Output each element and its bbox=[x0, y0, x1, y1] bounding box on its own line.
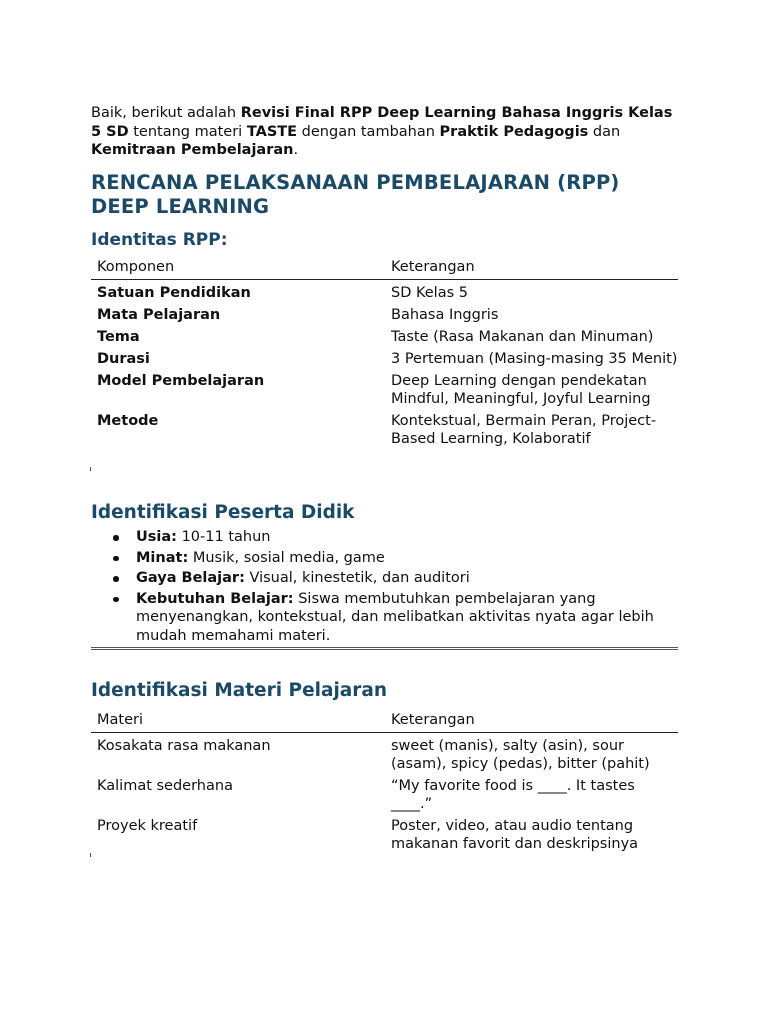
list-item-text: 10-11 tahun bbox=[176, 529, 271, 545]
identitas-heading: Identitas RPP: bbox=[91, 230, 228, 250]
table-cell-komponen: Tema bbox=[97, 329, 140, 345]
list-item-label: Usia: bbox=[136, 529, 177, 545]
intro-text-4: dan bbox=[588, 123, 621, 140]
list-item-label: Kebutuhan Belajar: bbox=[136, 590, 294, 607]
table-cell-komponen: Metode bbox=[97, 413, 159, 429]
list-item-text: Visual, kinestetik, dan auditori bbox=[244, 570, 470, 586]
materi-table-wrap bbox=[91, 711, 681, 853]
table-cell-keterangan: Taste (Rasa Makanan dan Minuman) bbox=[391, 329, 654, 345]
table-row bbox=[91, 346, 678, 368]
intro-bold-1: Revisi Final RPP Deep Learning Bahasa Inggris Kelas 5 SD bbox=[91, 105, 673, 140]
intro-text-3: dengan tambahan bbox=[297, 123, 440, 140]
table-row bbox=[91, 368, 678, 408]
table-header-keterangan: Keterangan bbox=[391, 711, 678, 733]
list-item-text: Siswa membutuhkan pembelajaran yang menyenangkan, kontekstual, dan melibatkan aktivitas nyata agar lebih mudah memahami materi. bbox=[136, 590, 654, 644]
list-item bbox=[91, 549, 681, 568]
intro-bold-4: Kemitraan Pembelajaran bbox=[91, 142, 294, 158]
intro-bold-3: Praktik Pedagogis bbox=[439, 123, 589, 140]
table-cell-keterangan: sweet (manis), salty (asin), sour (asam), spicy (pedas), bitter (pahit) bbox=[391, 738, 650, 772]
table-cell-keterangan: Deep Learning dengan pendekatan Mindful, Meaningful, Joyful Learning bbox=[391, 373, 651, 407]
table-header-row bbox=[91, 711, 678, 733]
table-row bbox=[91, 280, 678, 303]
table-cell-keterangan: “My favorite food is ____. It tastes ____.” bbox=[391, 778, 635, 812]
identitas-table bbox=[91, 258, 678, 448]
materi-heading: Identifikasi Materi Pelajaran bbox=[91, 680, 388, 701]
table-cell-materi: Proyek kreatif bbox=[97, 818, 198, 834]
table-row bbox=[91, 302, 678, 324]
table-cell-komponen: Satuan Pendidikan bbox=[97, 285, 251, 301]
list-item bbox=[91, 590, 681, 646]
table-cell-keterangan: Kontekstual, Bermain Peran, Project-Based Learning, Kolaboratif bbox=[391, 413, 657, 447]
table-header-row bbox=[91, 258, 678, 280]
table-row bbox=[91, 324, 678, 346]
materi-table bbox=[91, 711, 678, 853]
table-cell-keterangan: SD Kelas 5 bbox=[391, 285, 468, 301]
intro-bold-2: TASTE bbox=[246, 123, 298, 140]
peserta-heading: Identifikasi Peserta Didik bbox=[91, 502, 355, 523]
intro-text-1: Baik, berikut adalah bbox=[91, 105, 241, 121]
table-row bbox=[91, 773, 678, 813]
table-cell-komponen: Model Pembelajaran bbox=[97, 373, 265, 389]
table-cell-keterangan: 3 Pertemuan (Masing-masing 35 Menit) bbox=[391, 351, 678, 367]
table-cell-materi: Kalimat sederhana bbox=[97, 778, 233, 794]
table-row bbox=[91, 408, 678, 448]
list-item-text: Musik, sosial media, game bbox=[188, 549, 385, 566]
table-row bbox=[91, 813, 678, 853]
document-title: RENCANA PELAKSANAAN PEMBELAJARAN (RPP) DEEP LEARNING bbox=[91, 171, 620, 218]
table-row bbox=[91, 733, 678, 774]
table-cell-keterangan: Bahasa Inggris bbox=[391, 307, 499, 323]
list-item bbox=[91, 528, 681, 547]
table-cell-komponen: Mata Pelajaran bbox=[97, 307, 221, 323]
list-item-label: Minat: bbox=[136, 549, 189, 566]
table-header-komponen: Komponen bbox=[91, 258, 391, 280]
peserta-list bbox=[91, 528, 681, 647]
intro-paragraph bbox=[91, 104, 681, 160]
section-divider bbox=[91, 647, 678, 650]
page-mark bbox=[90, 853, 91, 857]
intro-text-2: tentang materi bbox=[128, 123, 247, 140]
table-header-keterangan: Keterangan bbox=[391, 258, 678, 280]
table-header-materi: Materi bbox=[91, 711, 391, 733]
identitas-table-wrap bbox=[91, 258, 681, 448]
page-mark bbox=[90, 467, 91, 471]
list-item bbox=[91, 569, 681, 588]
intro-text-5: . bbox=[293, 142, 299, 158]
table-cell-komponen: Durasi bbox=[97, 351, 150, 367]
list-item-label: Gaya Belajar: bbox=[136, 570, 245, 586]
table-cell-materi: Kosakata rasa makanan bbox=[97, 738, 271, 754]
table-cell-keterangan: Poster, video, atau audio tentang makanan favorit dan deskripsinya bbox=[391, 818, 639, 852]
